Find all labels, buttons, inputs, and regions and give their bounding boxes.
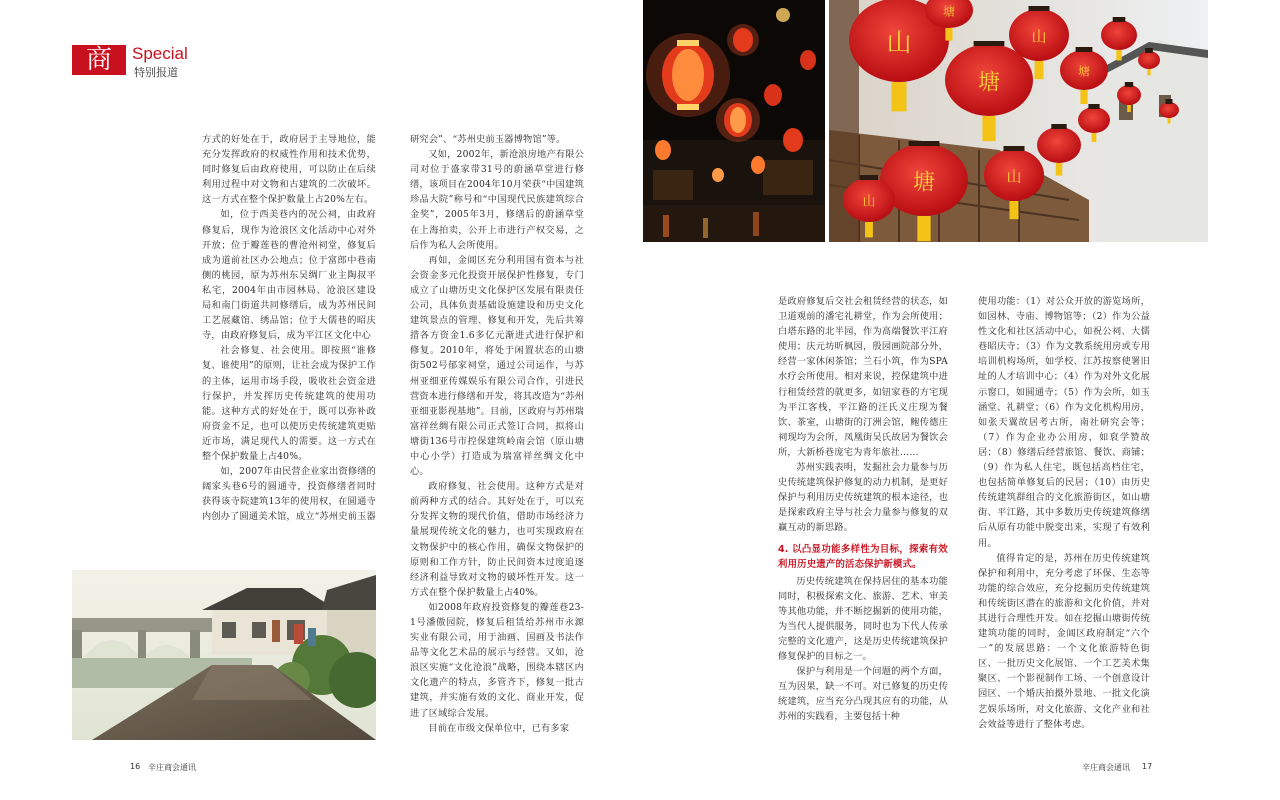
- section-title-cn: 特别报道: [134, 66, 178, 79]
- paragraph: 历史传统建筑在保持居住的基本功能同时，积极探索文化、旅游、艺术、审美等其他功能，并不断挖掘新的使用功能，为当代人提供服务，同时也为下代人传承完整的文化遗产，这是历史传统建筑保护修复保护的目标之一。: [778, 575, 948, 662]
- page-number-right: 17: [1142, 762, 1153, 771]
- text-column-4: [978, 294, 1150, 732]
- lantern-char: 塘: [942, 4, 956, 19]
- paragraph: 使用功能：（1）对公众开放的游览场所，如园林、寺庙、博物馆等；（2）作为公益性文化和社区活动中心，如祝公祠、大儒巷昭庆寺；（3）作为文教系统用房或专用培训机构场所，如学校、江苏按察使署旧址的人才培训中心；（4）作为对外文化展示窗口，如圆通寺；（5）作为会所，如玉涵堂、礼耕堂；（6）作为文化机构用房，如张天翼故居考古所，南社研究会等；（7）作为企业办公用房，如裒学赞故居；（8）修缮后经营旅馆、餐饮、商铺；（9）作为私人住宅，既包括高档住宅，也包括简单修复后的民居；（10）由历史传统建筑群组合的文化旅游街区，如山塘街、平江路，其中多数历史传统建筑修缮后从原有功能中脱变出来，实现了有效利用。: [978, 296, 1150, 549]
- lantern-char: 塘: [977, 70, 1001, 96]
- page-number-left: 16: [130, 762, 141, 771]
- paragraph: 方式的好处在于，政府居于主导地位，能充分发挥政府的权威性作用和技术优势，同时修复后由政府使用，可以防止在后续利用过程中对文物和古建筑的二次破坏。这一方式在整个保护数量上占20%左右。: [202, 134, 376, 206]
- paragraph: 政府修复、社会使用。这种方式是对前两种方式的结合。其好处在于，可以充分发挥文物的现代价值，借助市场经济力量展现传统文化的魅力，也可实现政府在文物保护中的核心作用，确保文物保护的原则和工作方针，防止民间资本过度追逐经济利益导致对文物的破坏性开发。这一方式在整个保护数量上占40%。: [410, 481, 584, 598]
- text-column-3: [778, 294, 948, 724]
- paragraph: 保护与利用是一个问题的两个方面，互为因果，缺一不可。对已修复的历史传统建筑，应当充分凸现其应有的功能，从苏州的实践看，主要包括十种: [778, 666, 948, 723]
- red-lanterns-photo: [829, 0, 1208, 242]
- paragraph: 如，位于西美巷内的况公祠，由政府修复后，现作为沧浪区文化活动中心对外开放；位于瓣莲巷的曹沧州祠堂，修复后成为道前社区办公地点；位于富郎中巷南侧的桃园，原为苏州东吴绸厂业主陶叔平私宅，2004年由市园林局、沧浪区建设局和南门街道共同修缮后，成为苏州民间工艺展藏馆、绣品馆；位于大儒巷的昭庆寺，由政府修复后，成为平江区文化中心: [202, 209, 376, 342]
- lantern-char: 塘: [912, 170, 936, 196]
- paragraph: 如2008年政府投资修复的瓣莲巷23-1号潘傲园院，修复后租赁给苏州市永源实业有限公司，用于油画、国画及书法作品等文化艺术品的展示与经营。又如，沧浪区实施“文化沧浪”战略，围绕本辖区内文化遗产的特点，多管齐下，修复一批古建筑，并实施有效的文化、商业开发，促进了区域综合发展。: [410, 601, 584, 719]
- paragraph: 再如，金阊区充分利用国有资本与社会资金多元化投资开展保护性修复，专门成立了山塘历史文化保护区发展有限责任公司，具体负责基础设施建设和历史文化建筑景点的管理、修复和开发，先后共筹措各方资金1.6多亿元渐进式进行保护和修复。2010年，将处于闲置状态的山塘街502号郁家祠堂，通过公司运作，与苏州亚细亚传媒娱乐有限公司合作，引进民营资本进行修缮和开发，将其改造为“苏州亚细亚影视基地”。目前，区政府与苏州瑞富祥丝绸有限公司正式签订合同，拟将山塘街136号市控保建筑岭南会馆（原山塘中心小学）打造成为瑞富祥丝绸文化中心。: [410, 254, 584, 478]
- paragraph: 又如，2002年，新沧浪房地产有限公司对位于盛家带31号的蔚涵草堂进行修缮，该项目在2004年10月荣获“中国建筑珍品大院”称号和“中国现代民族建筑综合金奖”，2005年3月，修缮后的蔚涵草堂在上海拍卖，公开上市进行产权交易，之后作为私人会所使用。: [410, 149, 584, 251]
- paragraph: 值得肯定的是，苏州在历史传统建筑保护和利用中，充分考虑了环保、生态等功能的综合效应，充分挖掘历史传统建筑和传统街区潜在的旅游和文化价值，并对其进行合理性开发。如在挖掘山塘街传统建筑功能的同时，金阊区政府制定“六个一”的发展思路：一个文化旅游特色街区、一批历史文化展馆、一个工艺美术集聚区、一个影视制作工场、一个创意设计园区、一个婚庆拍摄外景地、一批文化演艺娱乐场所，对文化旅游、文化产业和社会效益等进行了整体考虑。: [978, 552, 1150, 730]
- canal-bridge-photo: [72, 570, 376, 740]
- text-column-1: [202, 132, 376, 524]
- paragraph: 社会修复、社会使用。即按照“谁修复、谁使用”的原则，让社会成为保护工作的主体，运用市场手段，吸收社会资金进行保护，并发挥历史传统建筑的使用功能。这种方式的好处在于，既可以弥补政府资金不足，也可以使历史传统建筑更贴近市场，满足现代人的需要。这一方式在整个保护数量上占40%。: [202, 345, 376, 462]
- section-logo: 商: [72, 45, 126, 75]
- magazine-name-left: 辛庄商会通讯: [148, 763, 196, 772]
- lantern-char: 山: [886, 28, 912, 57]
- magazine-name-right: 辛庄商会通讯: [1082, 763, 1130, 772]
- lantern-char: 山: [1006, 167, 1022, 186]
- paragraph: 是政府修复后交社会租赁经营的状态，如卫道观前的潘宅礼耕堂，作为会所使用；白塔东路的北半园，作为高端餐饮平江府使用；庆元坊昕枫园，殷园画院部分外，经营一家休闲茶馆；兰石小筑，作为SPA水疗会所使用。相对来说，控保建筑中进行租赁经营的就更多，如钮家巷的方宅现为平江客栈，平江路的汪氏义庄现为餐饮、茶室，山塘街的汀洲会馆，鲍传德庄祠现均为会所，凤凰街吴氏故居为餐饮会所，大新桥巷庞宅为青年旅社……: [778, 296, 948, 458]
- lantern-char: 山: [1031, 27, 1047, 46]
- paragraph: 如，2007年由民营企业家出资修缮的阔家头巷6号的圆通寺，投资修缮者同时获得该寺院建筑13年的使用权，在圆通寺内创办了圆通美术馆，成立“苏州史前玉器: [202, 466, 376, 523]
- paragraph: 苏州实践表明，发掘社会力量参与历史传统建筑保护修复的动力机制，是更好保护与利用历史传统建筑的根本途径，也是探索政府主导与社会力量参与修复的双赢互动的新思路。: [778, 462, 948, 534]
- section-title-en: Special: [132, 44, 188, 63]
- text-column-2: [410, 132, 584, 736]
- lantern-char: 塘: [1077, 64, 1091, 79]
- paragraph: 研究会”、“苏州史前玉器博物馆”等。: [410, 134, 566, 145]
- lantern-char: 山: [862, 194, 876, 210]
- paragraph: 目前在市级文保单位中，已有多家: [428, 722, 570, 734]
- night-lanterns-photo: [643, 0, 825, 242]
- section-heading: 4. 以凸显功能多样性为目标，探索有效利用历史遗产的活态保护新模式。: [778, 543, 948, 570]
